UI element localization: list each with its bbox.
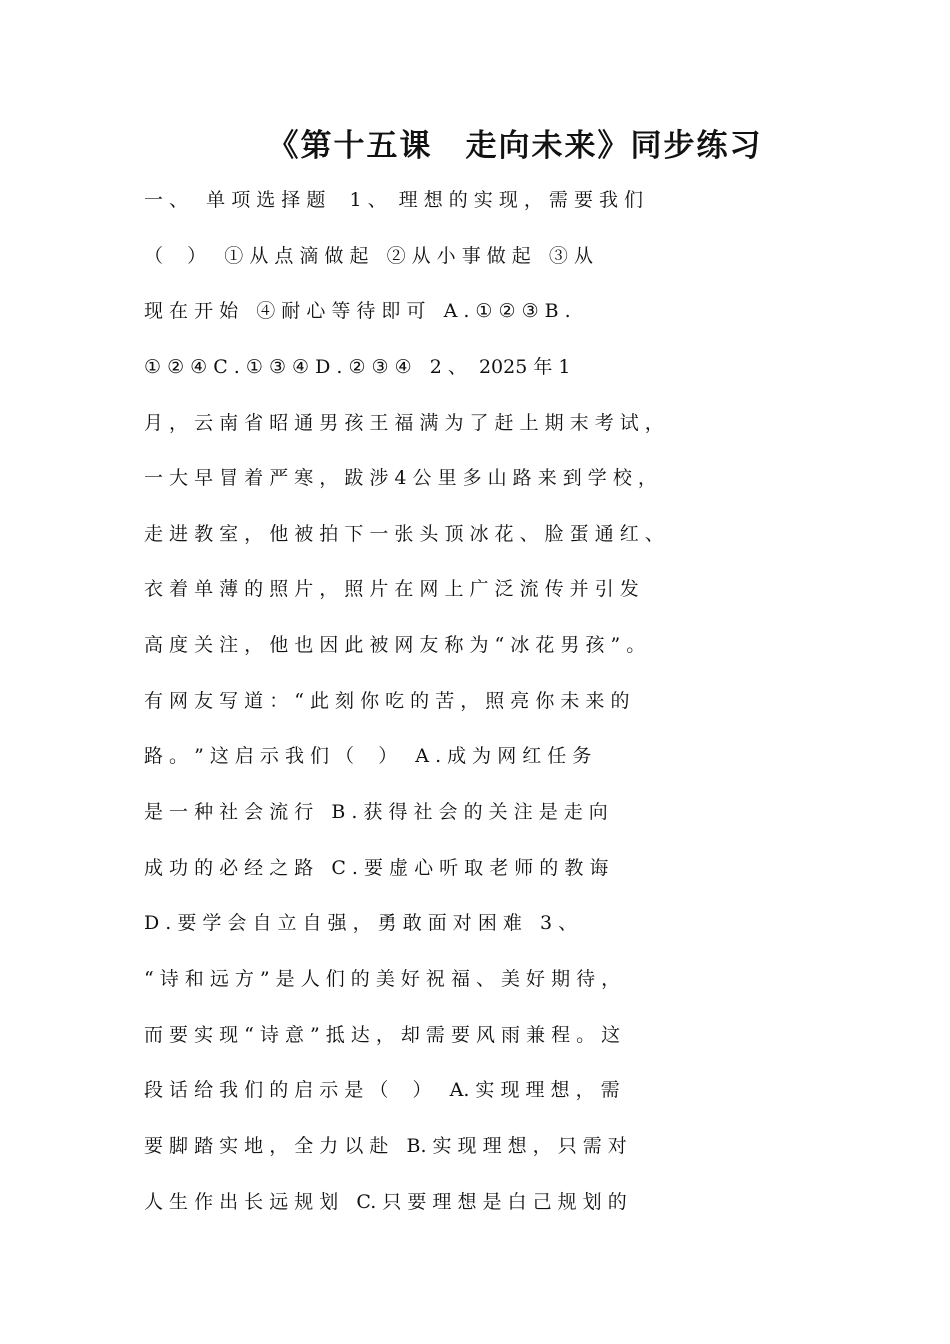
text-line: 月 ， 云 南 省 昭 通 男 孩 王 福 满 为 了 赶 上 期 末 考 试 ， [144, 411, 664, 434]
text-line: D . 要 学 会 自 立 自 强 ， 勇 敢 面 对 困 难 3 、 [144, 912, 578, 935]
text-line: 高 度 关 注 ， 他 也 因 此 被 网 友 称 为 “ 冰 花 男 孩 ” 。 [144, 634, 646, 657]
text-line: 人 生 作 出 长 远 规 划 C. 只 要 理 想 是 白 己 规 划 的 [144, 1190, 627, 1213]
text-line: 是 一 种 社 会 流 行 B . 获 得 社 会 的 关 注 是 走 向 [144, 801, 608, 824]
text-line: 路 。 ” 这 启 示 我 们 （ ） A . 成 为 网 红 任 务 [144, 745, 592, 768]
text-line: 而 要 实 现 “ 诗 意 ” 抵 达 ， 却 需 要 风 雨 兼 程 。 这 [144, 1023, 621, 1046]
text-line: 走 进 教 室 ， 他 被 拍 下 一 张 头 顶 冰 花 、 脸 蛋 通 红 、 [144, 522, 664, 545]
document-body [144, 180, 844, 1237]
document-title: 《第十五课 走向未来》同步练习 [267, 128, 763, 164]
text-line: 成 功 的 必 经 之 路 C . 要 虚 心 听 取 老 师 的 教 诲 [144, 856, 609, 879]
text-line: 一 、 单 项 选 择 题 1 、 理 想 的 实 现 ， 需 要 我 们 [144, 189, 644, 211]
text-line: 要 脚 踏 实 地 ， 全 力 以 赴 B. 实 现 理 想 ， 只 需 对 [144, 1134, 627, 1157]
text-line: 一 大 早 冒 着 严 寒 ， 跋 涉 4 公 里 多 山 路 来 到 学 校 ， [144, 467, 657, 490]
text-line: （ ） ① 从 点 滴 做 起 ② 从 小 事 做 起 ③ 从 [144, 244, 593, 267]
text-line: 现 在 开 始 ④ 耐 心 等 待 即 可 A . ① ② ③ B . [144, 300, 571, 323]
text-line: 段 话 给 我 们 的 启 示 是 （ ） A. 实 现 理 想 ， 需 [144, 1079, 620, 1102]
text-line: “ 诗 和 远 方 ” 是 人 们 的 美 好 祝 福 、 美 好 期 待 ， [144, 967, 621, 990]
text-line: ① ② ④ C . ① ③ ④ D . ② ③ ④ 2 、 2025 年 1 [144, 355, 571, 378]
text-line: 有 网 友 写 道 ： “ 此 刻 你 吃 的 苦 ， 照 亮 你 未 来 的 [144, 689, 630, 712]
text-line: 衣 着 单 薄 的 照 片 ， 照 片 在 网 上 广 泛 流 传 并 引 发 [144, 578, 639, 601]
